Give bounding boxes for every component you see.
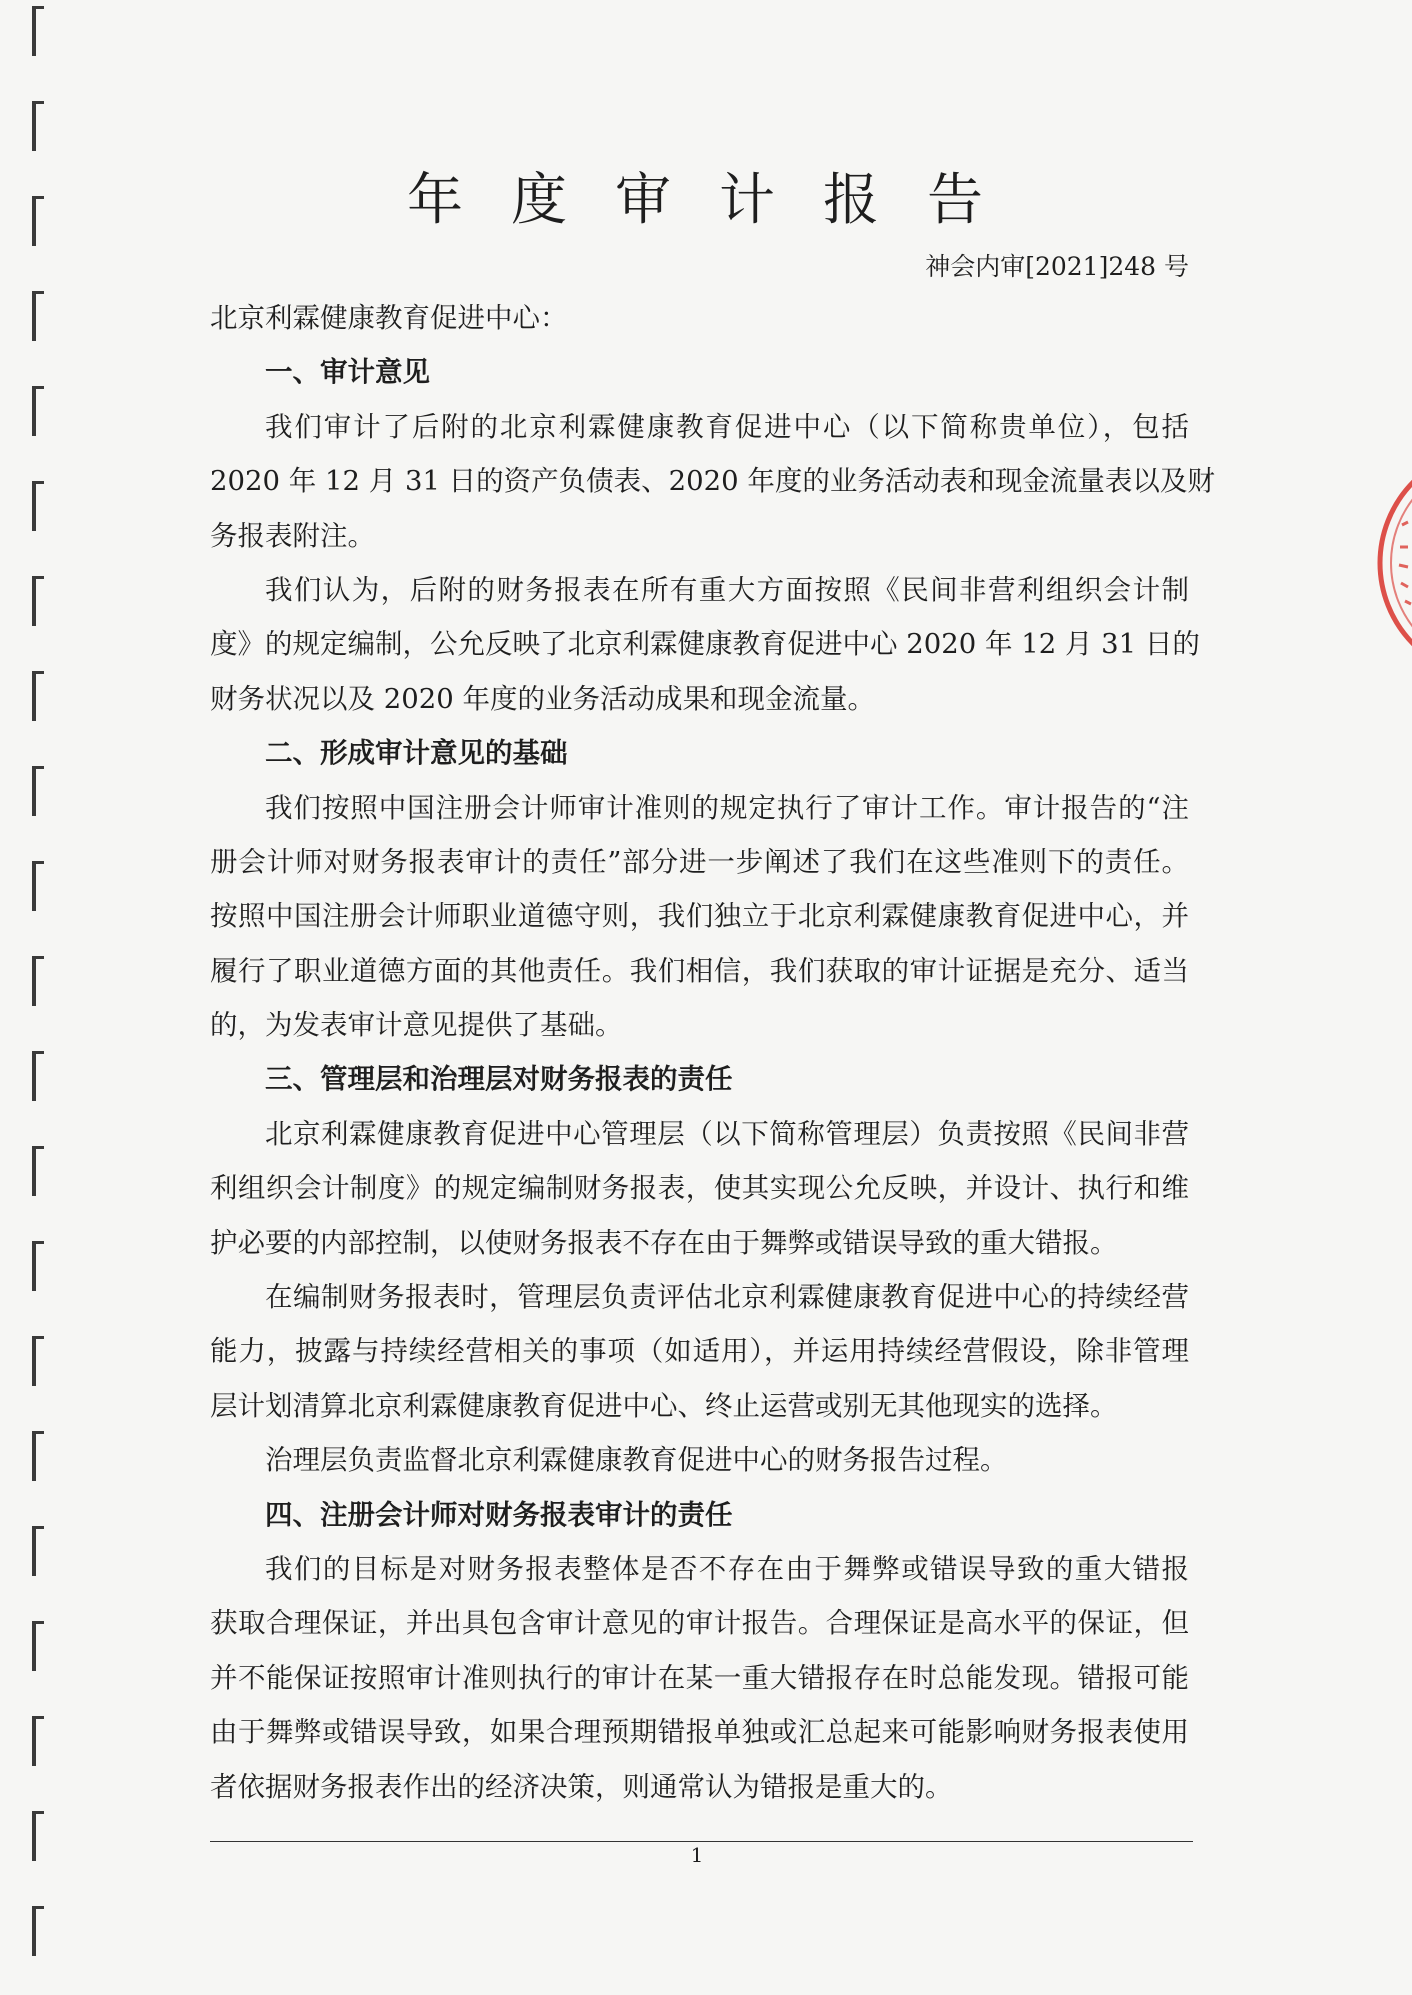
- binding-hole-mark: [32, 956, 44, 1006]
- paragraph: [210, 400, 1215, 563]
- paragraph-line: 2020 年 12 月 31 日的资产负债表、2020 年度的业务活动表和现金流量表以及财: [210, 465, 1215, 498]
- binding-hole-mark: [32, 101, 44, 151]
- paragraph-line: 北京利霖健康教育促进中心管理层（以下简称管理层）负责按照《民间非营: [265, 1117, 1189, 1150]
- paragraph-line: 册会计师对财务报表审计的责任”部分进一步阐述了我们在这些准则下的责任。: [210, 845, 1189, 878]
- binding-hole-mark: [32, 1621, 44, 1671]
- binding-hole-mark: [32, 386, 44, 436]
- report-body: [210, 291, 1215, 1814]
- document-number: 神会内审[2021]248 号: [925, 252, 1189, 281]
- section-heading: 一、审计意见: [265, 356, 430, 389]
- section-heading: 三、管理层和治理层对财务报表的责任: [265, 1063, 733, 1096]
- paragraph-line: 者依据财务报表作出的经济决策，则通常认为错报是重大的。: [210, 1770, 953, 1803]
- paragraph: [210, 1270, 1189, 1433]
- paragraph-line: 按照中国注册会计师职业道德守则，我们独立于北京利霖健康教育促进中心，并: [210, 900, 1189, 933]
- paragraph-line: 获取合理保证，并出具包含审计意见的审计报告。合理保证是高水平的保证，但: [210, 1607, 1189, 1640]
- paragraph-line: 能力，披露与持续经营相关的事项（如适用），并运用持续经营假设，除非管理: [210, 1335, 1189, 1368]
- binding-hole-mark: [32, 1431, 44, 1481]
- binding-hole-mark: [32, 1051, 44, 1101]
- paragraph-line: 的，为发表审计意见提供了基础。: [210, 1009, 623, 1042]
- addressee: 北京利霖健康教育促进中心：: [210, 302, 568, 334]
- footer-rule: [210, 1841, 1193, 1842]
- binding-hole-mark: [32, 196, 44, 246]
- paragraph-line: 务报表附注。: [210, 519, 375, 552]
- page-number: 1: [690, 1843, 704, 1867]
- document-title: 年度审计报告: [407, 168, 1031, 233]
- paragraph-line: 由于舞弊或错误导致，如果合理预期错报单独或汇总起来可能影响财务报表使用: [210, 1716, 1189, 1749]
- paragraph-line: 层计划清算北京利霖健康教育促进中心、终止运营或别无其他现实的选择。: [210, 1389, 1118, 1422]
- paragraph-line: 度》的规定编制，公允反映了北京利霖健康教育促进中心 2020 年 12 月 31 日的: [210, 628, 1200, 661]
- binding-hole-mark: [32, 1811, 44, 1861]
- paragraph-line: 我们认为，后附的财务报表在所有重大方面按照《民间非营利组织会计制: [265, 573, 1189, 606]
- binding-hole-mark: [32, 671, 44, 721]
- section-heading: 四、注册会计师对财务报表审计的责任: [265, 1498, 733, 1531]
- paragraph-line: 我们审计了后附的北京利霖健康教育促进中心（以下简称贵单位），包括: [265, 410, 1189, 443]
- paragraph-line: 财务状况以及 2020 年度的业务活动成果和现金流量。: [210, 682, 875, 715]
- paragraph-line: 利组织会计制度》的规定编制财务报表，使其实现公允反映，并设计、执行和维: [210, 1172, 1189, 1205]
- binding-hole-mark: [32, 481, 44, 531]
- paragraph-line: 我们按照中国注册会计师审计准则的规定执行了审计工作。审计报告的“注: [265, 791, 1189, 824]
- binding-hole-mark: [32, 1241, 44, 1291]
- binding-hole-mark: [32, 1906, 44, 1956]
- paragraph: [210, 563, 1200, 726]
- binding-hole-mark: [32, 1716, 44, 1766]
- paragraph: [210, 1433, 1189, 1487]
- paragraph-line: 护必要的内部控制，以使财务报表不存在由于舞弊或错误导致的重大错报。: [210, 1226, 1118, 1259]
- binding-hole-mark: [32, 291, 44, 341]
- paragraph-line: 并不能保证按照审计准则执行的审计在某一重大错报存在时总能发现。错报可能: [210, 1661, 1189, 1694]
- binding-hole-mark: [32, 6, 44, 56]
- paragraph-line: 我们的目标是对财务报表整体是否不存在由于舞弊或错误导致的重大错报: [265, 1552, 1189, 1585]
- paragraph: [210, 1542, 1189, 1814]
- paragraph-line: 履行了职业道德方面的其他责任。我们相信，我们获取的审计证据是充分、适当: [210, 954, 1189, 987]
- binding-hole-mark: [32, 766, 44, 816]
- paragraph-line: 治理层负责监督北京利霖健康教育促进中心的财务报告过程。: [265, 1444, 1008, 1477]
- paragraph: [210, 1107, 1189, 1270]
- binding-hole-mark: [32, 1336, 44, 1386]
- official-seal: [1372, 455, 1412, 675]
- binding-hole-mark: [32, 576, 44, 626]
- paragraph: [210, 781, 1189, 1053]
- binding-hole-mark: [32, 1526, 44, 1576]
- binding-hole-mark: [32, 1146, 44, 1196]
- binding-marks: [0, 0, 70, 1995]
- paragraph-line: 在编制财务报表时，管理层负责评估北京利霖健康教育促进中心的持续经营: [265, 1281, 1189, 1314]
- binding-hole-mark: [32, 861, 44, 911]
- section-heading: 二、形成审计意见的基础: [265, 737, 568, 770]
